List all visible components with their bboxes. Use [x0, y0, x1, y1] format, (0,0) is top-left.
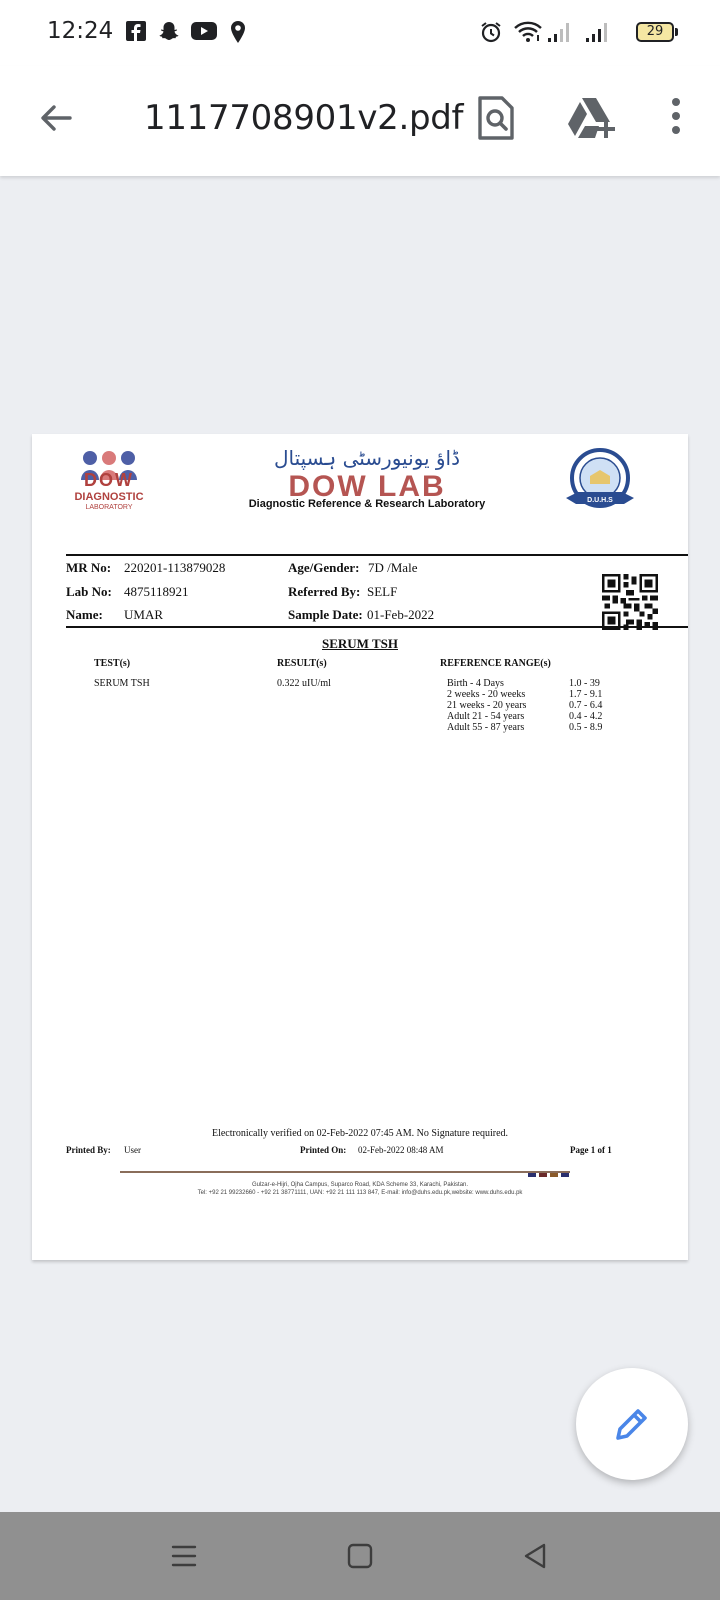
document-title: 1117708901v2.pdf — [144, 98, 464, 138]
footer-squares — [528, 1164, 572, 1182]
test-result: 0.322 uIU/ml — [277, 678, 331, 689]
address-line-1: Gulzar-e-Hijri, Ojha Campus, Suparco Road, KDA Scheme 33, Karachi, Pakistan. — [251, 1182, 469, 1188]
app-bar — [0, 66, 720, 176]
printed-by-value: User — [124, 1145, 141, 1155]
age-value: 7D /Male — [368, 560, 418, 575]
printed-by-label: Printed By: — [66, 1145, 111, 1155]
footer-bar — [120, 1171, 570, 1173]
range-row: 2 weeks - 20 weeks 1.7 - 9.1 — [447, 689, 603, 700]
lab-no-value: 4875118921 — [124, 584, 189, 599]
drive-add-icon[interactable] — [566, 96, 616, 140]
header-rule-bottom — [66, 626, 688, 628]
duhs-seal-icon — [560, 442, 640, 522]
menu-lines-icon[interactable] — [164, 1536, 204, 1576]
name-value: UMAR — [124, 607, 164, 622]
status-bar — [0, 0, 720, 66]
urdu-hospital-name: ڈاؤ یونیورسٹی ہسپتال — [273, 446, 461, 470]
printed-on-label: Printed On: — [300, 1145, 347, 1155]
back-triangle-icon[interactable] — [516, 1536, 556, 1576]
alarm-icon — [480, 21, 502, 43]
lab-subtitle: Diagnostic Reference & Research Laboratory — [248, 498, 486, 510]
seal-text: D.U.H.S — [587, 497, 613, 504]
column-range: REFERENCE RANGE(s) — [440, 658, 551, 669]
snapchat-icon — [158, 21, 180, 43]
facebook-icon — [126, 21, 146, 41]
status-time: 12:24 — [47, 18, 114, 44]
edit-pencil-icon — [610, 1402, 654, 1446]
signal-icon — [586, 21, 612, 43]
mr-label: MR No: — [66, 560, 112, 575]
wifi-icon — [514, 21, 542, 43]
logo-sub2: LABORATORY — [85, 504, 133, 511]
logo-sub: DIAGNOSTIC — [74, 491, 144, 503]
header-rule-top — [66, 554, 688, 556]
lab-no-label: Lab No: — [66, 584, 112, 599]
edit-button[interactable] — [576, 1368, 688, 1480]
youtube-icon — [191, 21, 217, 41]
range-row: Adult 21 - 54 years 0.4 - 4.2 — [447, 711, 603, 722]
battery-tip — [675, 28, 678, 36]
range-row: 21 weeks - 20 years 0.7 - 6.4 — [447, 700, 603, 711]
dow-diagnostic-logo — [66, 448, 152, 518]
page-count: Page 1 of 1 — [570, 1145, 612, 1155]
pdf-page[interactable] — [32, 434, 688, 1260]
test-name: SERUM TSH — [94, 678, 150, 689]
logo-word: DOW — [84, 470, 134, 490]
location-icon — [230, 21, 246, 43]
referred-label: Referred By: — [288, 584, 361, 599]
printed-on-value: 02-Feb-2022 08:48 AM — [358, 1145, 444, 1155]
back-arrow-icon[interactable] — [34, 96, 78, 140]
address-line-2: Tel: +92 21 99232660 - +92 21 38771111, UAN: +92 21 111 113 847, E-mail: info@duhs.edu.pk,website: www.duhs.edu.pk — [197, 1190, 523, 1196]
sample-date-value: 01-Feb-2022 — [367, 607, 435, 622]
more-vert-icon[interactable] — [660, 96, 692, 140]
sample-date-label: Sample Date: — [288, 607, 363, 622]
battery-icon: 29 — [636, 22, 674, 42]
age-label: Age/Gender: — [288, 560, 360, 575]
referred-value: SELF — [367, 584, 398, 599]
report-title: SERUM TSH — [322, 636, 398, 651]
mr-value: 220201-113879028 — [124, 560, 226, 575]
range-row: Adult 55 - 87 years 0.5 - 8.9 — [447, 722, 603, 733]
qr-code-icon — [602, 574, 658, 630]
lab-name: DOW LAB — [288, 470, 446, 503]
system-nav-bar — [0, 1512, 720, 1600]
address — [32, 1181, 688, 1197]
signal-icon — [548, 21, 574, 43]
verified-note: Electronically verified on 02-Feb-2022 07:45 AM. No Signature required. — [211, 1128, 509, 1139]
column-result: RESULT(s) — [277, 658, 327, 669]
name-label: Name: — [66, 607, 103, 622]
range-row: Birth - 4 Days 1.0 - 39 — [447, 678, 600, 689]
column-test: TEST(s) — [94, 658, 131, 669]
home-square-icon[interactable] — [340, 1536, 380, 1576]
find-in-document-icon[interactable] — [476, 94, 516, 142]
